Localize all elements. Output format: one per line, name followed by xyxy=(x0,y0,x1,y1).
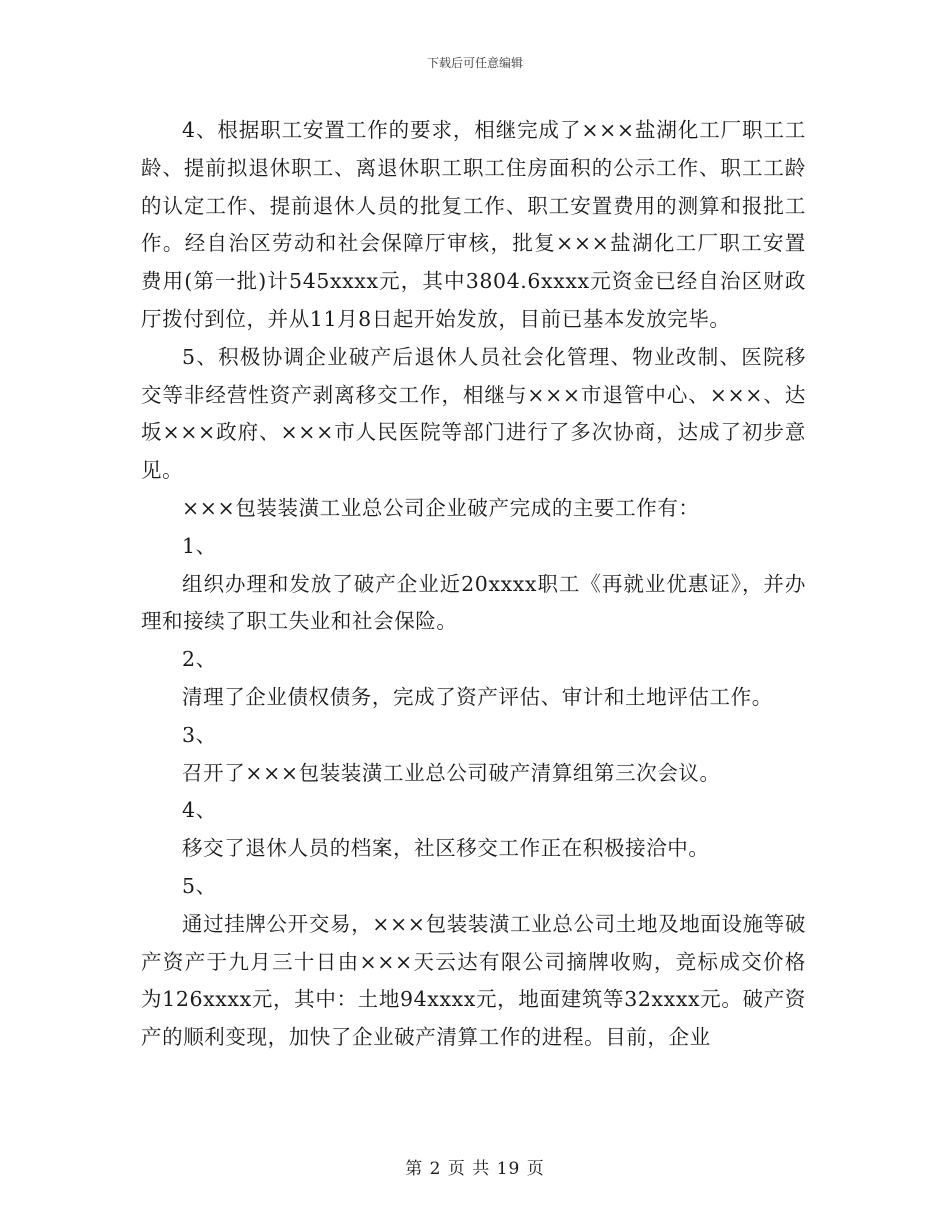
page-header: 下载后可任意编辑 xyxy=(426,56,523,70)
list-number: 5、 xyxy=(182,873,217,898)
paragraph: 召开了×××包装装潢工业总公司破产清算组第三次会议。 xyxy=(182,760,721,785)
list-number: 2、 xyxy=(182,647,217,672)
paragraph: ×××包装装潢工业总公司企业破产完成的主要工作有： xyxy=(182,495,700,520)
list-number: 4、 xyxy=(182,798,217,823)
page-number: 第 2 页 共 19 页 xyxy=(405,1159,545,1179)
paragraph: 清理了企业债权债务，完成了资产评估、审计和土地评估工作。 xyxy=(182,684,773,709)
paragraph: 4、根据职工安置工作的要求，相继完成了×××盐湖化工厂职工工龄、提前拟退休职工、离退休职工职工住房面积的公示工作、职工工龄的认定工作、提前退休人员的批复工作、职工安置费用的测算和报批工作。经自治区劳动和社会保障厅审核，批复×××盐湖化工厂职工安置费用(第一批)计545xxxx元，其中3804.6xxxx元资金已经自治区财政厅拨付到位，并从11月8日起开始发放，目前已基本发放完毕。 xyxy=(141,118,806,331)
paragraph: 移交了退休人员的档案，社区移交工作正在积极接洽中。 xyxy=(182,836,710,861)
paragraph: 通过挂牌公开交易，×××包装装潢工业总公司土地及地面设施等破产资产于九月三十日由×××天云达有限公司摘牌收购，竞标成交价格为126xxxx元，其中：土地94xxxx元，地面建筑等32xxxx元。破产资产的顺利变现，加快了企业破产清算工作的进程。目前，企业 xyxy=(141,911,806,1050)
list-number: 1、 xyxy=(182,533,217,558)
paragraph: 5、积极协调企业破产后退休人员社会化管理、物业改制、医院移交等非经营性资产剥离移交工作，相继与×××市退管中心、×××、达坂×××政府、×××市人民医院等部门进行了多次协商，达成了初步意见。 xyxy=(141,344,806,483)
list-number: 3、 xyxy=(182,722,217,747)
paragraph: 组织办理和发放了破产企业近20xxxx职工《再就业优惠证》，并办理和接续了职工失业和社会保险。 xyxy=(141,571,806,634)
document-body xyxy=(141,112,806,1057)
